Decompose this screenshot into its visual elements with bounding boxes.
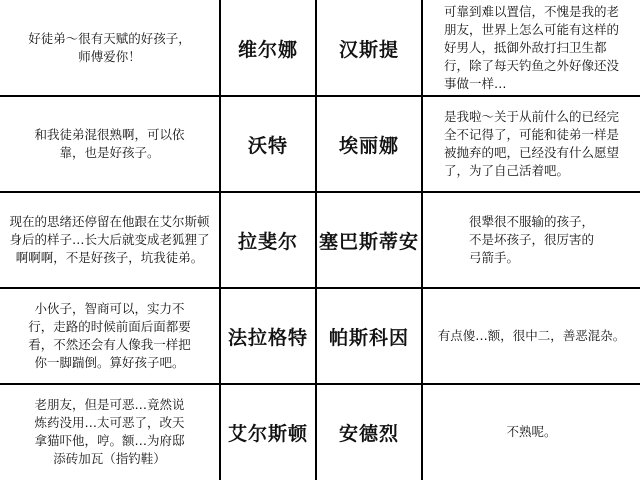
name-cell-1 bbox=[221, 192, 315, 288]
table-row bbox=[0, 96, 640, 192]
right-description: 不熟呢。 bbox=[506, 424, 557, 439]
left-description: 老朋友，但是可恶…竟然说 炼药没用…太可恶了，改天 拿猫吓他，哼。额…为府邸 添砖加瓦（指钓鞋） bbox=[34, 397, 185, 466]
right-description: 很犟很不服输的孩子， 不是坏孩子，很厉害的 弓箭手。 bbox=[468, 214, 594, 265]
left-description-cell bbox=[0, 384, 219, 480]
left-description: 现在的思绪还停留在他跟在艾尔斯顿 身后的样子…长大后就变成老狐狸了 啊啊啊，不是好孩子，坑我徒弟。 bbox=[9, 214, 210, 265]
name-cell-2 bbox=[317, 96, 421, 192]
name-cell-2 bbox=[317, 192, 421, 288]
left-description: 和我徒弟混很熟啊，可以依 靠，也是好孩子。 bbox=[34, 127, 185, 160]
column-divider bbox=[219, 0, 221, 480]
name-cell-2 bbox=[317, 384, 421, 480]
row-divider bbox=[0, 95, 640, 97]
left-description-cell bbox=[0, 192, 219, 288]
name-cell-1 bbox=[221, 288, 315, 384]
character-name-1: 艾尔斯顿 bbox=[227, 422, 308, 445]
right-description-cell bbox=[423, 288, 640, 384]
right-description-cell bbox=[423, 0, 640, 96]
row-divider bbox=[0, 287, 640, 289]
character-name-1: 沃特 bbox=[247, 134, 288, 157]
character-name-2: 埃丽娜 bbox=[338, 134, 399, 157]
table-row bbox=[0, 0, 640, 96]
right-description: 是我啦～关于从前什么的已经完 全不记得了，可能和徒弟一样是 被抛弃的吧，已经没有什么愿望 了，为了自己活着吧。 bbox=[443, 109, 619, 178]
right-description-cell bbox=[423, 192, 640, 288]
character-name-1: 拉斐尔 bbox=[237, 230, 298, 253]
table-row bbox=[0, 288, 640, 384]
left-description-cell bbox=[0, 96, 219, 192]
name-cell-2 bbox=[317, 0, 421, 96]
left-description-cell bbox=[0, 288, 219, 384]
table-row bbox=[0, 384, 640, 480]
character-name-2: 汉斯提 bbox=[338, 38, 399, 61]
name-cell-1 bbox=[221, 0, 315, 96]
name-cell-1 bbox=[221, 96, 315, 192]
right-description: 有点傻…额，很中二，善恶混杂。 bbox=[437, 328, 626, 343]
right-description-cell bbox=[423, 384, 640, 480]
column-divider bbox=[421, 0, 423, 480]
left-description: 小伙子，智商可以，实力不 行，走路的时候前面后面都要 看，不然还会有人像我一样把 你一脚踹倒。算好孩子吧。 bbox=[28, 301, 191, 370]
name-cell-1 bbox=[221, 384, 315, 480]
name-cell-2 bbox=[317, 288, 421, 384]
row-divider bbox=[0, 383, 640, 385]
table-row bbox=[0, 192, 640, 288]
right-description-cell bbox=[423, 96, 640, 192]
character-name-2: 帕斯科因 bbox=[328, 326, 409, 349]
character-name-2: 塞巴斯蒂安 bbox=[318, 230, 419, 253]
row-divider bbox=[0, 191, 640, 193]
column-divider bbox=[315, 0, 317, 480]
character-name-1: 维尔娜 bbox=[237, 38, 298, 61]
character-name-2: 安德烈 bbox=[338, 422, 399, 445]
left-description: 好徒弟～很有天赋的好孩子， 师傅爱你！ bbox=[28, 31, 191, 64]
character-name-1: 法拉格特 bbox=[227, 326, 308, 349]
right-description: 可靠到难以置信，不愧是我的老 朋友，世界上怎么可能有这样的 好男人，抵御外敌打扫卫生都 行，除了每天钓鱼之外好像还没 事做一样… bbox=[443, 4, 619, 91]
left-description-cell bbox=[0, 0, 219, 96]
